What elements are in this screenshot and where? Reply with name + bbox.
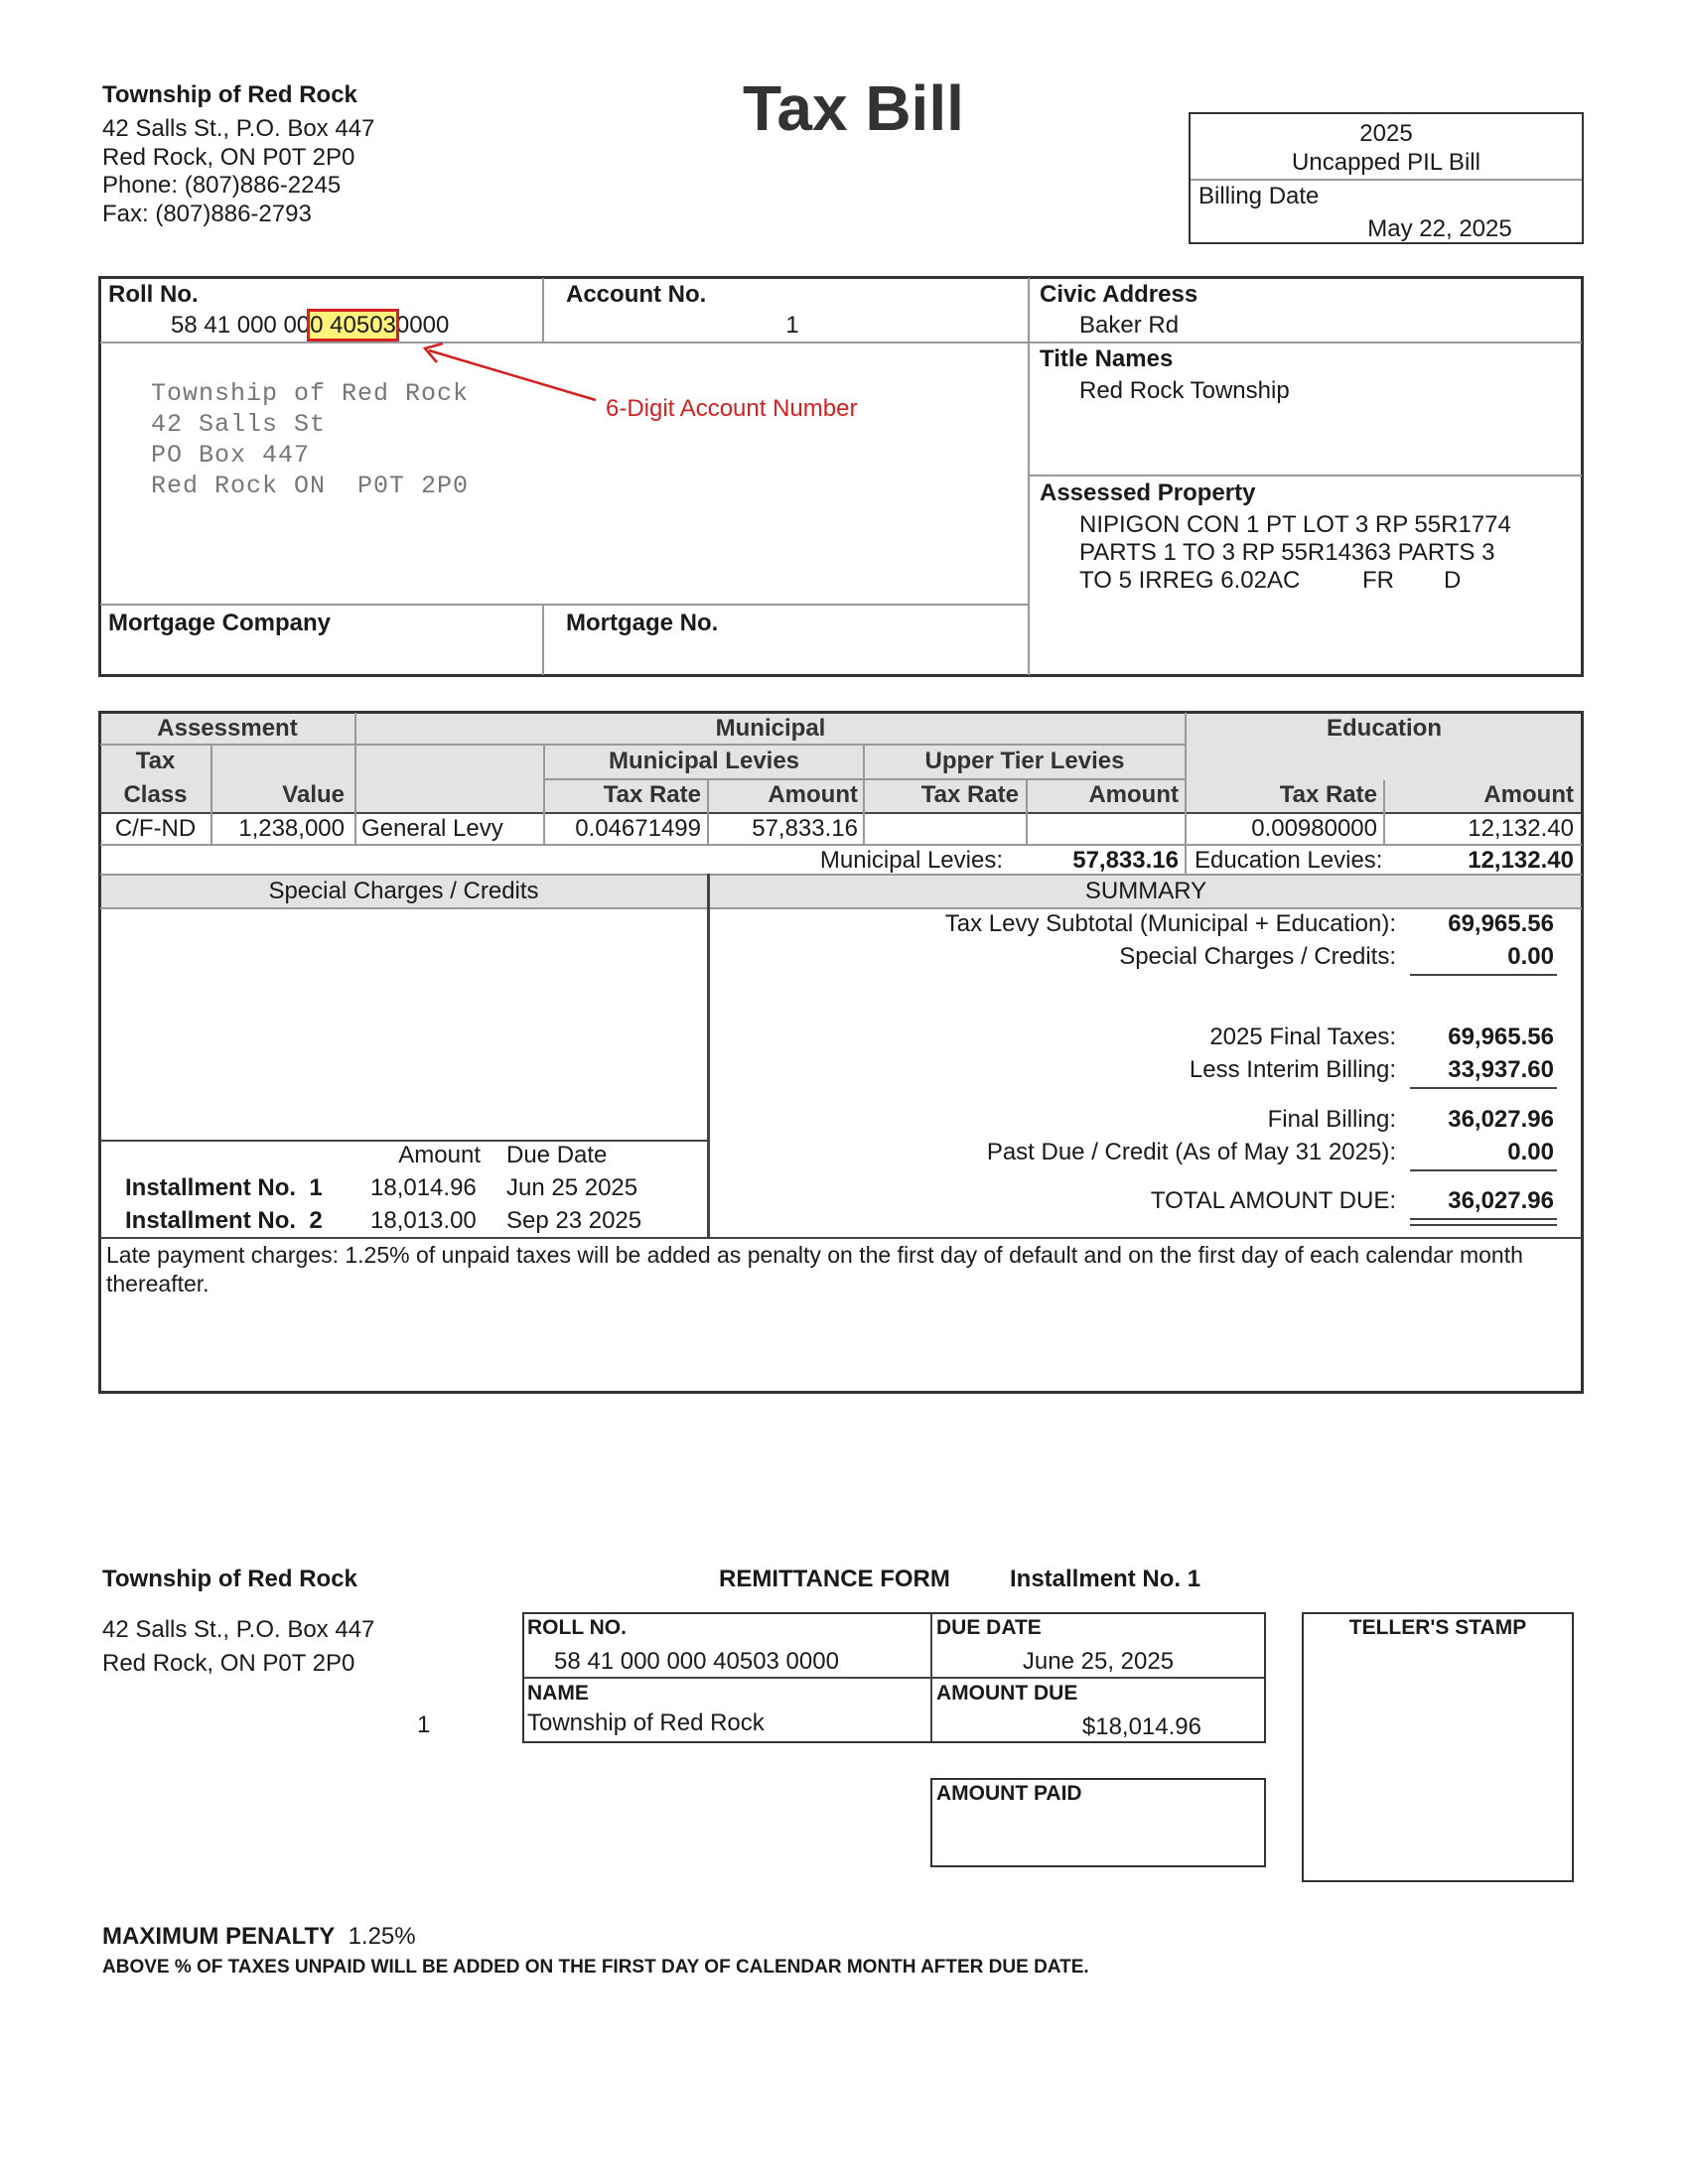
subtotal-label: Tax Levy Subtotal (Municipal + Education):: [944, 910, 1396, 937]
account-no-label: Account No.: [566, 281, 707, 308]
edu-amount: 12,132.40: [1468, 815, 1574, 842]
mortgage-no-label: Mortgage No.: [566, 610, 719, 636]
installment-2-due: Sep 23 2025: [506, 1207, 642, 1234]
remit-org-name: Township of Red Rock: [102, 1566, 357, 1592]
assessed-line-3: TO 5 IRREG 6.02AC: [1079, 567, 1301, 594]
upper-tier-header: Upper Tier Levies: [924, 748, 1125, 774]
edu-amount-label: Amount: [1483, 781, 1574, 808]
muni-amount-label: Amount: [768, 781, 858, 808]
assessed-d: D: [1444, 567, 1462, 594]
remit-address-2: Red Rock, ON P0T 2P0: [102, 1650, 355, 1677]
remit-account: 1: [417, 1711, 431, 1738]
late-payment-note: Late payment charges: 1.25% of unpaid taxes will be added as penalty on the first day of default and on the first day of each calendar month thereafter.: [106, 1242, 1523, 1297]
roll-no-label: Roll No.: [108, 281, 199, 308]
installment-1-due: Jun 25 2025: [506, 1174, 638, 1201]
final-taxes-label: 2025 Final Taxes:: [1209, 1024, 1396, 1050]
mail-line-4: Red Rock ON P0T 2P0: [151, 472, 470, 500]
special-charges-value: 0.00: [1507, 943, 1554, 970]
edu-rate-label: Tax Rate: [1279, 781, 1377, 808]
remittance-installment: Installment No. 1: [1010, 1566, 1201, 1592]
municipal-levies-header: Municipal Levies: [608, 748, 800, 774]
installment-2-amount: 18,013.00: [370, 1207, 477, 1234]
tellers-stamp-box: [1302, 1612, 1574, 1882]
org-fax: Fax: (807)886-2793: [102, 201, 312, 227]
assessed-fr: FR: [1362, 567, 1394, 594]
tellers-stamp-label: TELLER'S STAMP: [1348, 1616, 1527, 1639]
remit-name: Township of Red Rock: [527, 1709, 765, 1736]
mail-line-1: Township of Red Rock: [151, 379, 470, 408]
remit-amount-due: $18,014.96: [1081, 1713, 1201, 1740]
bill-type: Uncapped PIL Bill: [1292, 149, 1480, 176]
muni-rate-label: Tax Rate: [603, 781, 701, 808]
final-taxes-value: 69,965.56: [1448, 1024, 1554, 1050]
mail-line-2: 42 Salls St: [151, 410, 327, 439]
assessment-value: 1,238,000: [238, 815, 345, 842]
municipal-header: Municipal: [715, 715, 826, 742]
annotation-arrow: [0, 0, 1688, 695]
roll-no-highlight: 0 40503: [310, 312, 396, 339]
interim-label: Less Interim Billing:: [1189, 1056, 1396, 1083]
mortgage-company-label: Mortgage Company: [108, 610, 332, 636]
muni-amount: 57,833.16: [752, 815, 858, 842]
page-title: Tax Bill: [743, 72, 964, 144]
installment-1-amount: 18,014.96: [370, 1174, 477, 1201]
civic-address-label: Civic Address: [1040, 281, 1198, 308]
installment-amount-label: Amount: [398, 1142, 481, 1168]
remit-name-label: NAME: [527, 1682, 589, 1705]
max-penalty-label: MAXIMUM PENALTY: [102, 1923, 336, 1950]
installment-1-label: Installment No. 1: [125, 1174, 323, 1201]
remit-roll-no: 58 41 000 000 40503 0000: [554, 1648, 839, 1675]
special-charges-label: Special Charges / Credits:: [1119, 943, 1396, 970]
remit-roll-label: ROLL NO.: [527, 1616, 627, 1639]
upper-amount-label: Amount: [1088, 781, 1179, 808]
org-address-1: 42 Salls St., P.O. Box 447: [102, 115, 375, 142]
muni-rate: 0.04671499: [575, 815, 701, 842]
remittance-form-title: REMITTANCE FORM: [719, 1566, 950, 1592]
remit-due-label: DUE DATE: [936, 1616, 1042, 1639]
title-names-label: Title Names: [1040, 345, 1174, 372]
assessed-line-2: PARTS 1 TO 3 RP 55R14363 PARTS 3: [1079, 539, 1495, 566]
max-penalty-rate: 1.25%: [348, 1923, 416, 1950]
title-names: Red Rock Township: [1079, 377, 1290, 404]
remit-address-1: 42 Salls St., P.O. Box 447: [102, 1616, 375, 1643]
education-total-label: Education Levies:: [1195, 847, 1383, 874]
billing-date: May 22, 2025: [1367, 215, 1512, 242]
org-phone: Phone: (807)886-2245: [102, 172, 342, 199]
tax-label: Tax: [135, 748, 176, 774]
installment-2-label: Installment No. 2: [125, 1207, 323, 1234]
max-penalty: [102, 1923, 416, 1951]
remit-due-date: June 25, 2025: [1022, 1648, 1175, 1675]
remit-amount-due-label: AMOUNT DUE: [936, 1682, 1078, 1705]
subtotal-value: 69,965.56: [1448, 910, 1554, 937]
total-due-value: 36,027.96: [1448, 1187, 1554, 1214]
bill-year: 2025: [1359, 120, 1413, 147]
education-total: 12,132.40: [1468, 847, 1574, 874]
account-no: 1: [785, 312, 799, 339]
installment-due-label: Due Date: [506, 1142, 608, 1168]
amount-paid-label: AMOUNT PAID: [936, 1782, 1082, 1805]
municipal-total: 57,833.16: [1072, 847, 1179, 874]
special-charges-header: Special Charges / Credits: [268, 878, 539, 904]
municipal-total-label: Municipal Levies:: [819, 847, 1003, 874]
civic-address: Baker Rd: [1079, 312, 1180, 339]
edu-rate: 0.00980000: [1251, 815, 1377, 842]
assessed-property-label: Assessed Property: [1040, 479, 1256, 506]
value-label: Value: [282, 781, 345, 808]
tax-class: C/F-ND: [114, 815, 197, 842]
education-header: Education: [1326, 715, 1442, 742]
summary-header: SUMMARY: [1084, 878, 1207, 904]
interim-value: 33,937.60: [1448, 1056, 1554, 1083]
billing-date-label: Billing Date: [1198, 183, 1320, 209]
total-due-label: TOTAL AMOUNT DUE:: [1150, 1187, 1396, 1214]
roll-no-prefix: 58 41 000 00: [171, 312, 311, 339]
roll-no-suffix: 0000: [395, 312, 450, 339]
org-address-2: Red Rock, ON P0T 2P0: [102, 144, 355, 171]
penalty-note: ABOVE % OF TAXES UNPAID WILL BE ADDED ON THE FIRST DAY OF CALENDAR MONTH AFTER DUE DATE.: [102, 1957, 1089, 1978]
final-billing-value: 36,027.96: [1448, 1106, 1554, 1133]
levy-description: General Levy: [361, 815, 503, 842]
assessed-line-1: NIPIGON CON 1 PT LOT 3 RP 55R1774: [1079, 511, 1511, 538]
final-billing-label: Final Billing:: [1267, 1106, 1396, 1133]
mail-line-3: PO Box 447: [151, 441, 311, 470]
class-label: Class: [123, 781, 188, 808]
annotation-label: 6-Digit Account Number: [606, 395, 858, 422]
assessment-header: Assessment: [157, 715, 298, 742]
upper-rate-label: Tax Rate: [920, 781, 1019, 808]
past-due-label: Past Due / Credit (As of May 31 2025):: [986, 1139, 1396, 1165]
org-name: Township of Red Rock: [102, 81, 357, 108]
past-due-value: 0.00: [1507, 1139, 1554, 1165]
